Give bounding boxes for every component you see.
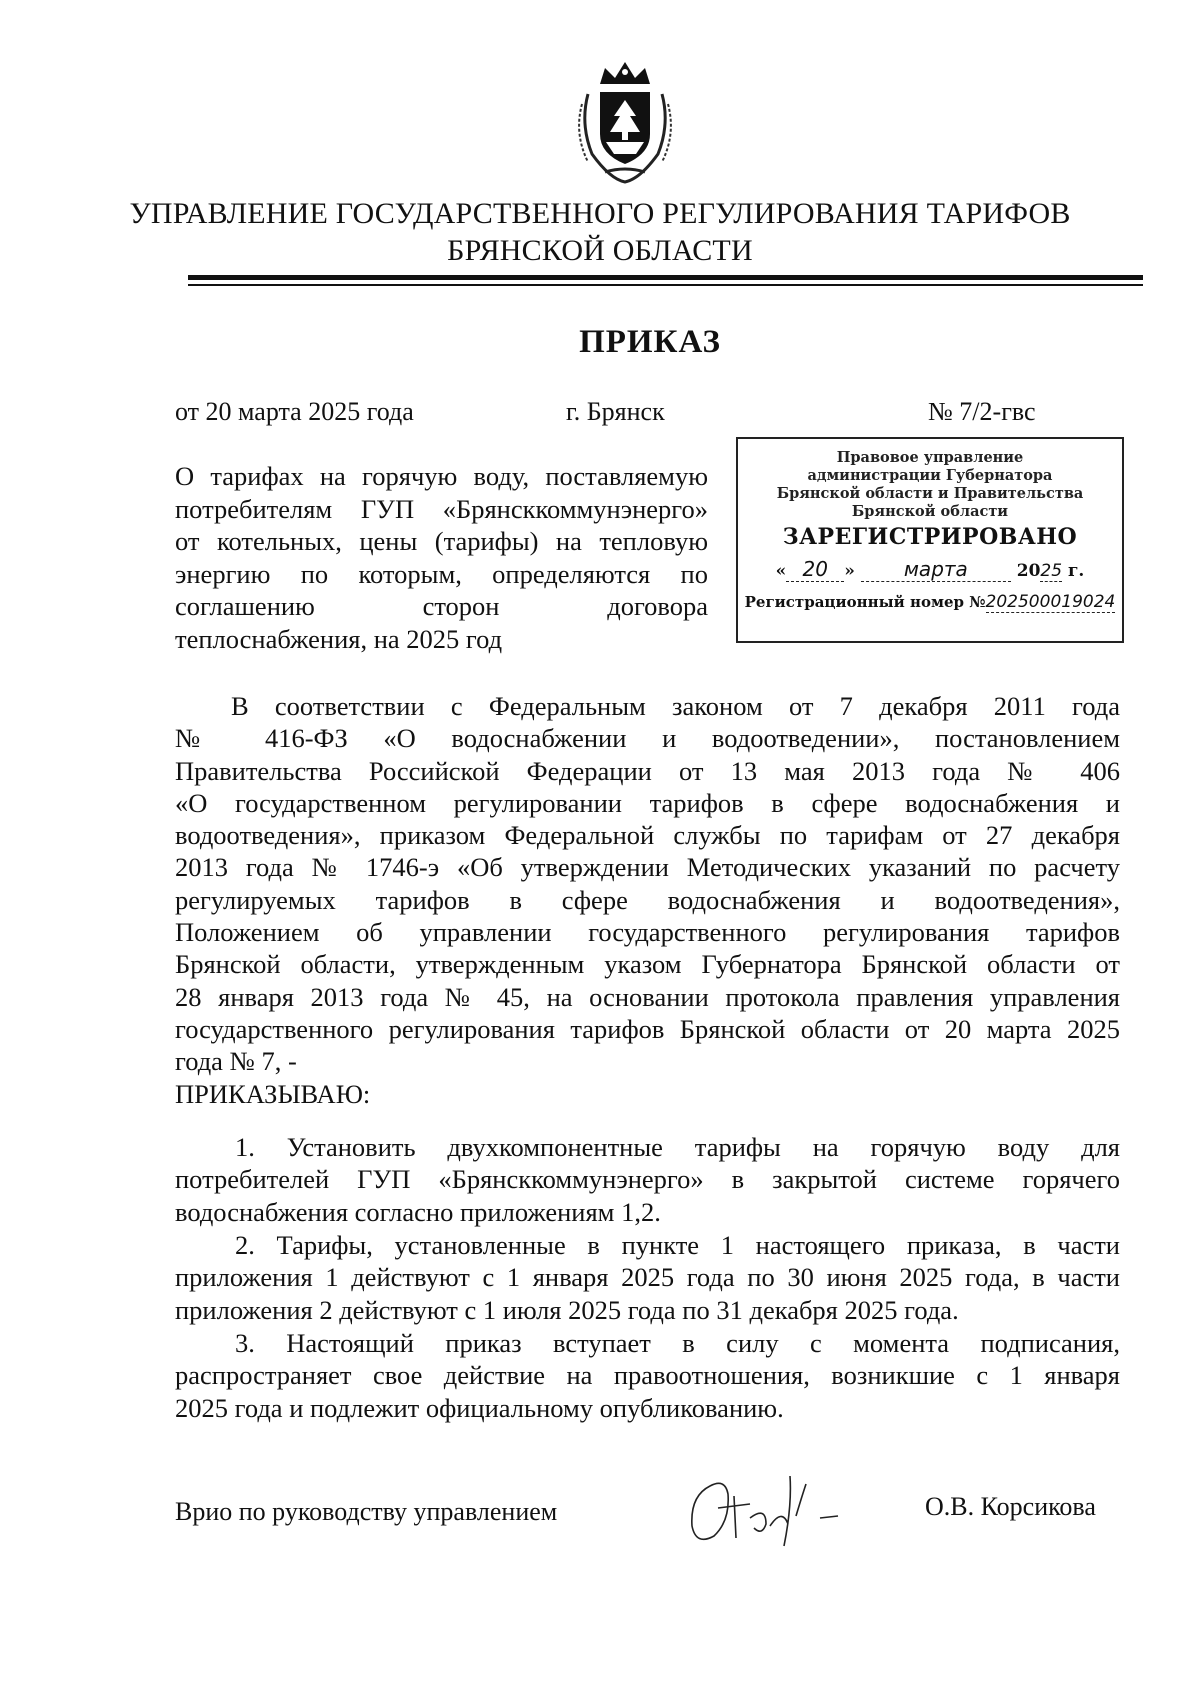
item-line: распространяет свое действие на правоотношения, возникшие с 1 января	[175, 1360, 1120, 1391]
document-subject	[175, 460, 708, 655]
organization-name-line2: БРЯНСКОЙ ОБЛАСТИ	[447, 234, 753, 267]
item-line: 1. Установить двухкомпонентные тарифы на горячую воду для	[235, 1132, 1120, 1162]
handwritten-signature	[670, 1466, 870, 1556]
stamp-date-year-suffix: 25	[1040, 561, 1063, 581]
preamble-line: государственного регулирования тарифов Брянской области от 20 марта 2025	[175, 1013, 1120, 1044]
preamble-line: «О государственном регулировании тарифов в сфере водоснабжения и	[175, 787, 1120, 818]
stamp-line: Брянской области и Правительства	[776, 485, 1084, 502]
stamp-heading: ЗАРЕГИСТРИРОВАНО	[782, 524, 1078, 550]
registration-stamp	[736, 437, 1124, 643]
stamp-date-unit: г.	[1067, 561, 1085, 581]
preamble-line: 2013 года № 1746-э «Об утверждении Методических указаний по расчету	[175, 852, 1120, 883]
document-city: г. Брянск	[566, 397, 665, 426]
stamp-line: администрации Губернатора	[807, 467, 1053, 484]
item-line: приложения 2 действуют с 1 июля 2025 года по 31 декабря 2025 года.	[175, 1294, 959, 1325]
order-item-1	[175, 1131, 1120, 1228]
subject-line: теплоснабжения, на 2025 год	[175, 623, 503, 654]
header-divider-thin	[188, 284, 1143, 286]
preamble-line: водоотведения», приказом Федеральной службы по тарифам от 27 декабря	[175, 820, 1120, 851]
signatory-name: О.В. Корсикова	[925, 1492, 1096, 1521]
preamble-line: В соответствии с Федеральным законом от 7 декабря 2011 года	[231, 691, 1120, 721]
preamble-line: № 416-ФЗ «О водоснабжении и водоотведении», постановлением	[175, 723, 1120, 754]
subject-line: от котельных, цены (тарифы) на тепловую	[175, 526, 708, 556]
item-line: 2. Тарифы, установленные в пункте 1 настоящего приказа, в части	[235, 1230, 1120, 1260]
organization-name-line1: УПРАВЛЕНИЕ ГОСУДАРСТВЕННОГО РЕГУЛИРОВАНИЯ ТАРИФОВ	[129, 197, 1071, 230]
stamp-line: Брянской области	[851, 503, 1009, 520]
stamp-date-month: марта	[861, 557, 1011, 582]
item-line: приложения 1 действуют с 1 января 2025 года по 30 июня 2025 года, в части	[175, 1262, 1120, 1293]
item-line: водоснабжения согласно приложениям 1,2.	[175, 1196, 661, 1227]
preamble-line: Брянской области, утвержденным указом Губернатора Брянской области от	[175, 949, 1120, 980]
order-item-3	[175, 1327, 1120, 1424]
document-number: № 7/2-гвс	[928, 397, 1036, 426]
stamp-line: Правовое управление	[836, 449, 1024, 466]
signatory-title: Врио по руководству управлением	[175, 1497, 558, 1526]
order-word: ПРИКАЗЫВАЮ:	[175, 1078, 371, 1109]
preamble	[175, 690, 1120, 1110]
stamp-date: « 20 » марта 2025 г.	[775, 557, 1085, 581]
preamble-line: Правительства Российской Федерации от 13 мая 2013 года № 406	[175, 755, 1120, 786]
stamp-date-year-prefix: 20	[1016, 561, 1041, 581]
preamble-line: года № 7, -	[175, 1046, 297, 1077]
header-divider-thick	[188, 275, 1143, 280]
subject-line: О тарифах на горячую воду, поставляемую	[175, 461, 708, 491]
document-title: ПРИКАЗ	[579, 324, 721, 360]
preamble-line: 28 января 2013 года № 45, на основании протокола правления управления	[175, 981, 1120, 1012]
subject-line: энергию по которым, определяются по	[175, 558, 708, 589]
item-line: 3. Настоящий приказ вступает в силу с момента подписания,	[235, 1328, 1120, 1358]
preamble-line: Положением об управлении государственного регулирования тарифов	[175, 917, 1120, 948]
stamp-registration	[738, 591, 1122, 613]
coat-of-arms-icon	[570, 54, 680, 184]
document-date: от 20 марта 2025 года	[175, 397, 414, 426]
item-line: потребителей ГУП «Брянсккоммунэнерго» в закрытой системе горячего	[175, 1164, 1120, 1195]
preamble-line: регулируемых тарифов в сфере водоснабжения и водоотведения»,	[175, 884, 1120, 915]
item-line: 2025 года и подлежит официальному опубликованию.	[175, 1392, 784, 1423]
stamp-registration-number: 202500019024	[985, 592, 1116, 612]
order-item-2	[175, 1229, 1120, 1326]
subject-line: потребителям ГУП «Брянсккоммунэнерго»	[175, 493, 708, 524]
stamp-registration-label: Регистрационный номер №	[744, 593, 986, 611]
stamp-date-day: 20	[786, 557, 844, 582]
subject-line: соглашению сторон договора	[175, 591, 708, 621]
